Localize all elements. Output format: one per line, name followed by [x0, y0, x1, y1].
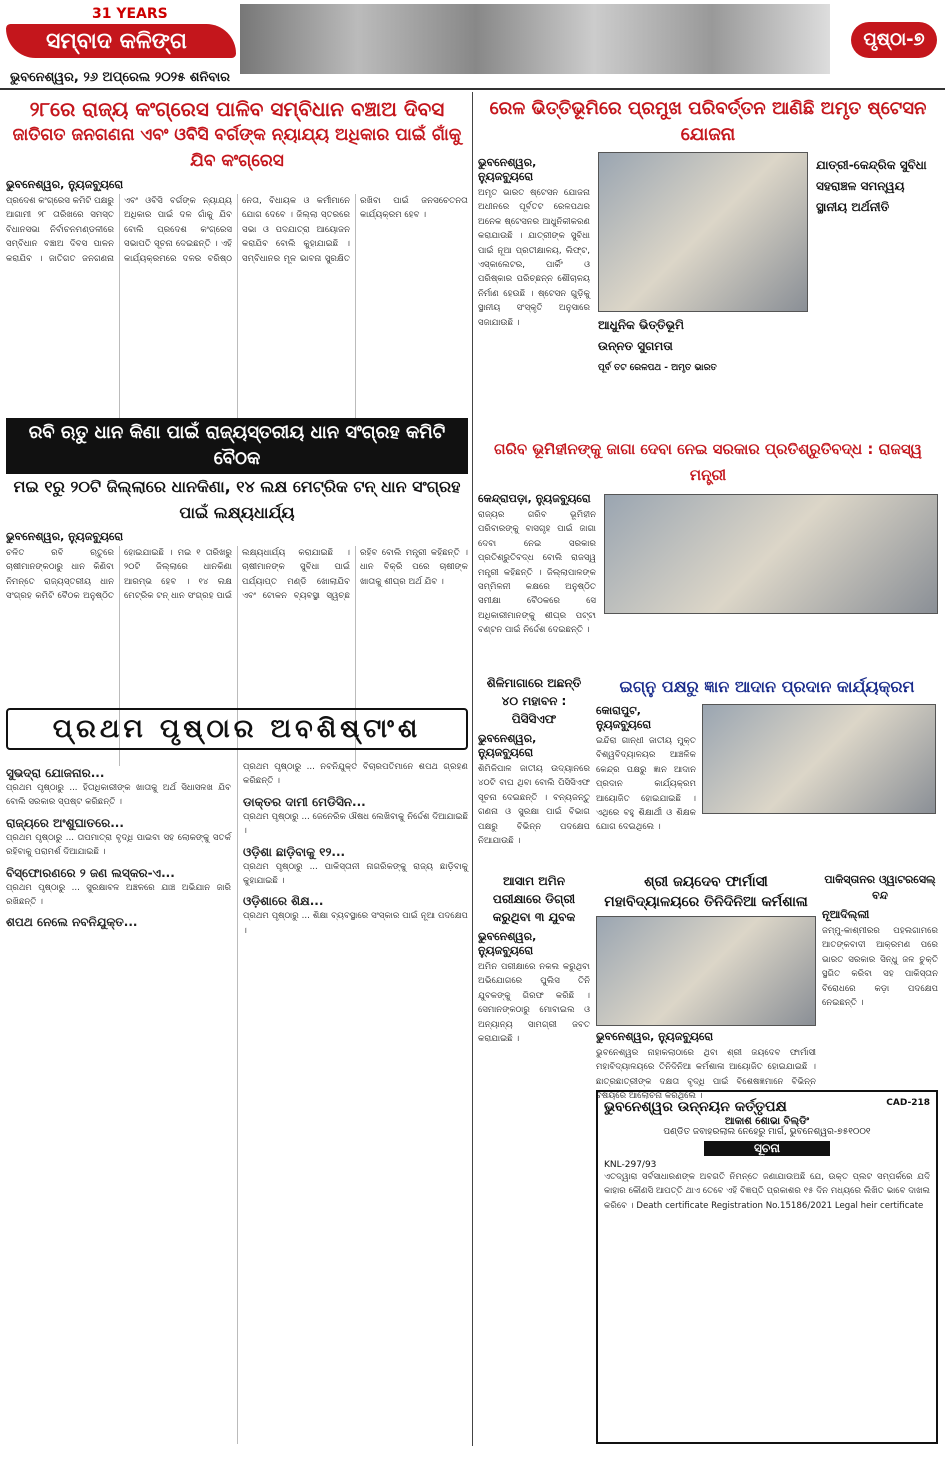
story-exam [478, 872, 590, 1444]
ignou-photo [702, 704, 936, 814]
photo-caption: ପୂର୍ବ ତଟ ରେଳପଥ - ଅମୃତ ଭାରତ [598, 363, 717, 373]
dateline: ଭୁବନେଶ୍ୱର, ୨୬ ଅପ୍ରେଲ ୨୦୨୫ ଶନିବାର [10, 70, 231, 85]
masthead [0, 0, 945, 86]
continued-item: ସୁଭଦ୍ରା ଯୋଜନାର... ପ୍ରଥମ ପୃଷ୍ଠାରୁ ... ହିତାଧିକାରୀଙ୍କ ଖାତାକୁ ଅର୍ଥ ସିଧାସଳଖ ଯିବ ବୋଲି ସରକାର ସ୍ପଷ୍ଟ କରିଛନ୍ତି । [6, 766, 231, 808]
story-simlipal [478, 674, 590, 866]
article-body: ଇନ୍ଦିରା ଗାନ୍ଧୀ ଜାତୀୟ ମୁକ୍ତ ବିଶ୍ୱବିଦ୍ୟାଳୟର ଆଞ୍ଚଳିକ କେନ୍ଦ୍ର ପକ୍ଷରୁ ଜ୍ଞାନ ଆଦାନ ପ୍ରଦାନ କାର୍ଯ୍ୟକ୍ରମ ଆୟୋଜିତ ହୋଇଯାଇଛି । ଏଥିରେ ବହୁ ଶିକ୍ଷାର୍ଥୀ ଓ ଶିକ୍ଷକ ଯୋଗ ଦେଇଥିଲେ । [596, 736, 696, 833]
notice-title: ସୂଚନା [704, 1141, 830, 1156]
continued-item: ବିସ୍ଫୋରଣରେ ୨ ଜଣ ଲସ୍କର-ଏ... ପ୍ରଥମ ପୃଷ୍ଠାରୁ ... ସୁରକ୍ଷାବଳ ଅଞ୍ଚଳରେ ଯାଞ୍ଚ ଅଭିଯାନ ଜାରି ରଖିଛନ୍ତି । [6, 865, 231, 908]
story-pakistan [822, 872, 938, 1082]
logo-text: ସମ୍ବାଦ କଳିଙ୍ଗ [46, 28, 187, 54]
notice-org: ଭୁବନେଶ୍ୱର ଉନ୍ନୟନ କର୍ତ୍ତୃପକ୍ଷ [604, 1099, 787, 1115]
headline: ଆସାମ ଅମିନ ପରୀକ୍ଷାରେ ଡିଗ୍ରୀ କରୁଥିବା ୩ ଯୁବକ [492, 874, 576, 924]
feature-heading: ଆଧୁନିକ ଭିତ୍ତିଭୂମି [598, 318, 685, 332]
notice-address: ପଣ୍ଡିତ ଜବାହରଲାଲ ନେହେରୁ ମାର୍ଗ, ଭୁବନେଶ୍ୱର-୭୫୧୦୦୧ [663, 1127, 871, 1137]
masthead-rule [0, 88, 945, 90]
subheadline: ଜାତିଗତ ଜନଗଣନା ଏବଂ ଓବିସି ବର୍ଗଙ୍କ ନ୍ୟାଯ୍ୟ ଅଧିକାର ପାଇଁ ଗାଁକୁ ଯିବ କଂଗ୍ରେସ [12, 125, 462, 171]
headline: ୨୮ରେ ରାଜ୍ୟ କଂଗ୍ରେସ ପାଳିବ ସମ୍ବିଧାନ ବଞ୍ଚାଅ ଦିବସ [29, 97, 445, 121]
headline: ଶ୍ରୀ ଜୟଦେବ ଫାର୍ମାସୀ ମହାବିଦ୍ୟାଳୟରେ ତିନିଦିନିଆ କର୍ମଶାଳା [604, 874, 808, 910]
notice-code: CAD-218 [886, 1098, 930, 1108]
continued-item: ଓଡ଼ିଶା ଛାଡ଼ିବାକୁ ୧୨... ପ୍ରଥମ ପୃଷ୍ଠାରୁ ... ପାକିସ୍ତାନୀ ନାଗରିକଙ୍କୁ ରାଜ୍ୟ ଛାଡ଼ିବାକୁ କୁହାଯାଇଛି । [243, 844, 468, 887]
story-congress [6, 96, 468, 414]
story-pharmacy [596, 872, 816, 1102]
byline: ଭୁବନେଶ୍ୱର, ନ୍ୟୁଜବ୍ୟୁରୋ [478, 930, 537, 957]
feature-heading: ସହରାଞ୍ଚଳ ସମନ୍ୱୟ [816, 179, 905, 193]
continued-item: ଡାକ୍ତର ଦାମୀ ମେଡିସିନ... ପ୍ରଥମ ପୃଷ୍ଠାରୁ ... ଜେନେରିକ ଔଷଧ ଲେଖିବାକୁ ନିର୍ଦ୍ଦେଶ ଦିଆଯାଇଛି । [243, 794, 468, 837]
feature-heading: ଉନ୍ନତ ସୁଗମତା [598, 339, 673, 353]
headline: ଇଗ୍ନୁ ପକ୍ଷରୁ ଜ୍ଞାନ ଆଦାନ ପ୍ରଦାନ କାର୍ଯ୍ୟକ୍ରମ [619, 677, 915, 696]
page-number: ପୃଷ୍ଠା-୭ [851, 22, 937, 58]
continued-item: ରାଜ୍ୟରେ ଅଂଶୁଘାତରେ... ପ୍ରଥମ ପୃଷ୍ଠାରୁ ... ତାପମାତ୍ରା ବୃଦ୍ଧି ପାଇବା ସହ ଲୋକଙ୍କୁ ସତର୍କ ରହିବାକୁ ପରାମର୍ଶ ଦିଆଯାଇଛି । [6, 815, 231, 858]
article-body: ଅମୃତ ଭାରତ ଷ୍ଟେସନ ଯୋଜନା ଅଧୀନରେ ପୂର୍ବତଟ ରେଳପଥର ଅନେକ ଷ୍ଟେସନର ଆଧୁନିକୀକରଣ କରାଯାଉଛି । ଯାତ୍ରୀଙ୍କ ସୁବିଧା ପାଇଁ ନୂଆ ପ୍ରତୀକ୍ଷାଳୟ, ଲିଫ୍ଟ, ଏସ୍କାଲେଟର, ପାର୍କିଂ ଓ ପରିଷ୍କାର ପରିଚ୍ଛନ୍ନ ଶୌଚାଳୟ ନିର୍ମାଣ ହେଉଛି । ଷ୍ଟେସନ ଗୁଡ଼ିକୁ ସ୍ଥାନୀୟ ସଂସ୍କୃତି ଅନୁସାରେ ସଜାଯାଉଛି । [478, 188, 590, 328]
headline: ପାକିସ୍ତାନର ଓ୍ୱାଟରସେଲ୍ ବନ୍ଦ [824, 873, 936, 902]
notice-ref: KNL-297/93 [604, 1160, 657, 1170]
subheadline: ମଇ ୧ରୁ ୨୦ଟି ଜିଲ୍ଲାରେ ଧାନକିଣା, ୧୪ ଲକ୍ଷ ମେଟ୍ରିକ ଟନ୍ ଧାନ ସଂଗ୍ରହ ପାଇଁ ଲକ୍ଷ୍ୟଧାର୍ଯ୍ୟ [13, 477, 461, 522]
feature-heading: ଯାତ୍ରୀ-କେନ୍ଦ୍ରିକ ସୁବିଧା [816, 158, 927, 172]
story-land [478, 436, 938, 666]
byline: ଭୁବନେଶ୍ୱର, ନ୍ୟୁଜବ୍ୟୁରୋ [6, 530, 124, 543]
continued-item: ଓଡ଼ିଶାରେ ଶିକ୍ଷ... ପ୍ରଥମ ପୃଷ୍ଠାରୁ ... ଶିକ୍ଷା ବ୍ୟବସ୍ଥାରେ ସଂସ୍କାର ପାଇଁ ନୂଆ ପଦକ୍ଷେପ । [243, 894, 468, 936]
byline: ଭୁବନେଶ୍ୱର, ନ୍ୟୁଜବ୍ୟୁରୋ [6, 178, 124, 191]
headline: ଶିଳିମାଗାରେ ଅଛନ୍ତି ୪୦ ମହାବନ : ପିସିସିଏଫ [486, 676, 582, 726]
headline: ଗରିବ ଭୂମିହୀନଙ୍କୁ ଜାଗା ଦେବା ନେଇ ସରକାର ପ୍ରତିଶ୍ରୁତିବଦ୍ଧ : ରାଜସ୍ୱ ମନ୍ତ୍ରୀ [494, 440, 922, 484]
header-photo-strip [240, 4, 830, 74]
article-body: ରାଜ୍ୟର ଗରିବ ଭୂମିହୀନ ପରିବାରଙ୍କୁ ବାସଗୃହ ପାଇଁ ଜାଗା ଦେବା ନେଇ ସରକାର ପ୍ରତିଶ୍ରୁତିବଦ୍ଧ ବୋଲି ରାଜସ୍ୱ ମନ୍ତ୍ରୀ କହିଛନ୍ତି । ଜିଲ୍ଲାପାଳଙ୍କ ସମ୍ମିଳନୀ କକ୍ଷରେ ଅନୁଷ୍ଠିତ ସମୀକ୍ଷା ବୈଠକରେ ସେ ଅଧିକାରୀମାନଙ୍କୁ ଶୀଘ୍ର ପଟ୍ଟା ବଣ୍ଟନ ପାଇଁ ନିର୍ଦ୍ଦେଶ ଦେଇଛନ୍ତି । [478, 510, 596, 636]
story-paddy [6, 418, 468, 704]
byline: ଭୁବନେଶ୍ୱର, ନ୍ୟୁଜବ୍ୟୁରୋ [478, 732, 537, 759]
station-photo [598, 152, 808, 312]
article-body: ଜମ୍ମୁ-କାଶ୍ମୀରର ପହଲଗାମରେ ଆତଙ୍କବାଦୀ ଆକ୍ରମଣ ପରେ ଭାରତ ସରକାର ସିନ୍ଧୁ ଜଳ ଚୁକ୍ତି ସ୍ଥଗିତ କରିବା ସହ ପାକିସ୍ତାନ ବିରୋଧରେ କଡ଼ା ପଦକ୍ଷେପ ନେଇଛନ୍ତି । [822, 926, 938, 1009]
byline: କୋରାପୁଟ, ନ୍ୟୁଜବ୍ୟୁରୋ [596, 704, 652, 731]
notice-sub: ଆକାଶ ଶୋଭା ବିଲ୍ଡିଂ [724, 1116, 810, 1127]
column-divider [472, 92, 473, 1446]
byline: ଭୁବନେଶ୍ୱର, ନ୍ୟୁଜବ୍ୟୁରୋ [596, 1030, 714, 1043]
article-body: ଚଳିତ ରବି ଋତୁରେ ଚାଷୀମାନଙ୍କଠାରୁ ଧାନ କିଣିବା ନିମନ୍ତେ ରାଜ୍ୟସ୍ତରୀୟ ଧାନ ସଂଗ୍ରହ କମିଟି ବୈଠକ ଅନୁଷ୍ଠିତ ହୋଇଯାଇଛି । ମଇ ୧ ତାରିଖରୁ ୨୦ଟି ଜିଲ୍ଲାରେ ଧାନକିଣା ଆରମ୍ଭ ହେବ । ୧୪ ଲକ୍ଷ ମେଟ୍ରିକ ଟନ୍ ଧାନ ସଂଗ୍ରହ ପାଇଁ ଲକ୍ଷ୍ୟଧାର୍ଯ୍ୟ କରାଯାଇଛି । ଚାଷୀମାନଙ୍କ ସୁବିଧା ପାଇଁ ପର୍ଯ୍ୟାପ୍ତ ମଣ୍ଡି ଖୋଲାଯିବ ଏବଂ ଟୋକନ ବ୍ୟବସ୍ଥା ସ୍ୱଚ୍ଛ ରହିବ ବୋଲି ମନ୍ତ୍ରୀ କହିଛନ୍ତି । ଧାନ ବିକ୍ରି ପରେ ଚାଷୀଙ୍କ ଖାତାକୁ ଶୀଘ୍ର ଅର୍ଥ ଯିବ । [6, 548, 468, 602]
meeting-photo [604, 494, 938, 614]
feature-heading: ସ୍ଥାନୀୟ ଅର୍ଥନୀତି [816, 200, 890, 214]
article-body: ଶିମିଳିପାଳ ଜାତୀୟ ଉଦ୍ୟାନରେ ୪୦ଟି ବାଘ ଥିବା ବୋଲି ପିସିସିଏଫ ସୂଚନା ଦେଇଛନ୍ତି । ବନ୍ୟଜନ୍ତୁ ଗଣନା ଓ ସୁରକ୍ଷା ପାଇଁ ବିଭାଗ ପକ୍ଷରୁ ବିଭିନ୍ନ ପଦକ୍ଷେପ ନିଆଯାଉଛି । [478, 764, 590, 847]
pharmacy-photo [596, 916, 816, 1026]
headline: ରେଳ ଭିତ୍ତିଭୂମିରେ ପ୍ରମୁଖ ପରିବର୍ତ୍ତନ ଆଣିଛି ଅମୃତ ଷ୍ଟେସନ ଯୋଜନା [489, 98, 927, 145]
headline: ରବି ଋତୁ ଧାନ କିଣା ପାଇଁ ରାଜ୍ୟସ୍ତରୀୟ ଧାନ ସଂଗ୍ରହ କମିଟି ବୈଠକ [6, 418, 468, 474]
article-body: ଅମିନ ପରୀକ୍ଷାରେ ନକଲ କରୁଥିବା ଅଭିଯୋଗରେ ପୁଲିସ ତିନି ଯୁବକଙ୍କୁ ଗିରଫ କରିଛି । ସେମାନଙ୍କଠାରୁ ମୋବାଇଲ ଓ ଅନ୍ୟାନ୍ୟ ସାମଗ୍ରୀ ଜବତ କରାଯାଇଛି । [478, 962, 590, 1045]
byline: ନୂଆଦିଲ୍ଲୀ [822, 908, 870, 921]
continued-stories [6, 760, 468, 1444]
bda-notice [596, 1090, 938, 1444]
logo [6, 6, 236, 66]
article-body: ଭୁବନେଶ୍ୱର ନାହାକଲାଠାରେ ଥିବା ଶ୍ରୀ ଜୟଦେବ ଫାର୍ମାସୀ ମହାବିଦ୍ୟାଳୟରେ ତିନିଦିନିଆ କର୍ମଶାଳା ଆୟୋଜିତ ହୋଇଯାଇଛି । ଛାତ୍ରଛାତ୍ରୀଙ୍କ ଦକ୍ଷତା ବୃଦ୍ଧି ପାଇଁ ବିଶେଷଜ୍ଞମାନେ ବିଭିନ୍ନ ବିଷୟରେ ଆଲୋଚନା କରିଥିଲେ । [596, 1048, 816, 1102]
story-ignou [596, 674, 938, 866]
continued-item: ଶପଥ ନେଲେ ନବନିଯୁକ୍ତ... ପ୍ରଥମ ପୃଷ୍ଠାରୁ ... ନବନିଯୁକ୍ତ ବିଚାରପତିମାନେ ଶପଥ ଗ୍ରହଣ କରିଛନ୍ତି । [6, 762, 468, 930]
story-railway [478, 96, 938, 436]
notice-body: ଏତଦ୍ୱାରା ସର୍ବସାଧାରଣଙ୍କ ଅବଗତି ନିମନ୍ତେ ଜଣାଯାଉଅଛି ଯେ, ଉକ୍ତ ପ୍ଲଟ ସମ୍ପର୍କରେ ଯଦି କାହାର କୌଣସି ଆପତ୍ତି ଥାଏ ତେବେ ଏହି ବିଜ୍ଞପ୍ତି ପ୍ରକାଶର ୧୫ ଦିନ ମଧ୍ୟରେ ଲିଖିତ ଭାବେ ଦାଖଲ କରିବେ । Death certificate Registration No.15186/2021 Legal heir certificate [604, 1172, 930, 1211]
continued-banner-wrap [6, 708, 468, 756]
byline: କେନ୍ଦ୍ରାପଡ଼ା, ନ୍ୟୁଜବ୍ୟୁରୋ [478, 492, 591, 505]
byline: ଭୁବନେଶ୍ୱର, ନ୍ୟୁଜବ୍ୟୁରୋ [478, 156, 537, 183]
years-badge: 31 YEARS [92, 6, 168, 22]
article-body: ପ୍ରଦେଶ କଂଗ୍ରେସ କମିଟି ପକ୍ଷରୁ ଆଗାମୀ ୨୮ ତାରିଖରେ ସମସ୍ତ ବିଧାନସଭା ନିର୍ବାଚନମଣ୍ଡଳୀରେ ସମ୍ବିଧାନ ବଞ୍ଚାଅ ଦିବସ ପାଳନ କରାଯିବ । ଜାତିଗତ ଜନଗଣନା ଏବଂ ଓବିସି ବର୍ଗଙ୍କ ନ୍ୟାଯ୍ୟ ଅଧିକାର ପାଇଁ ଦଳ ଗାଁକୁ ଯିବ ବୋଲି ପ୍ରଦେଶ କଂଗ୍ରେସ ସଭାପତି ସୂଚନା ଦେଇଛନ୍ତି । ଏହି କାର୍ଯ୍ୟକ୍ରମରେ ଦଳର ବରିଷ୍ଠ ନେତା, ବିଧାୟକ ଓ କର୍ମୀମାନେ ଯୋଗ ଦେବେ । ଜିଲ୍ଲା ସ୍ତରରେ ସଭା ଓ ପଦଯାତ୍ରା ଆୟୋଜନ କରାଯିବ ବୋଲି କୁହାଯାଇଛି । ସମ୍ବିଧାନର ମୂଳ ଭାବନା ସୁରକ୍ଷିତ ରଖିବା ପାଇଁ ଜନସଚେତନତା କାର୍ଯ୍ୟକ୍ରମ ହେବ । [6, 196, 468, 264]
continued-banner: ପ୍ରଥମ ପୃଷ୍ଠାର ଅବଶିଷ୍ଟାଂଶ [6, 708, 468, 750]
